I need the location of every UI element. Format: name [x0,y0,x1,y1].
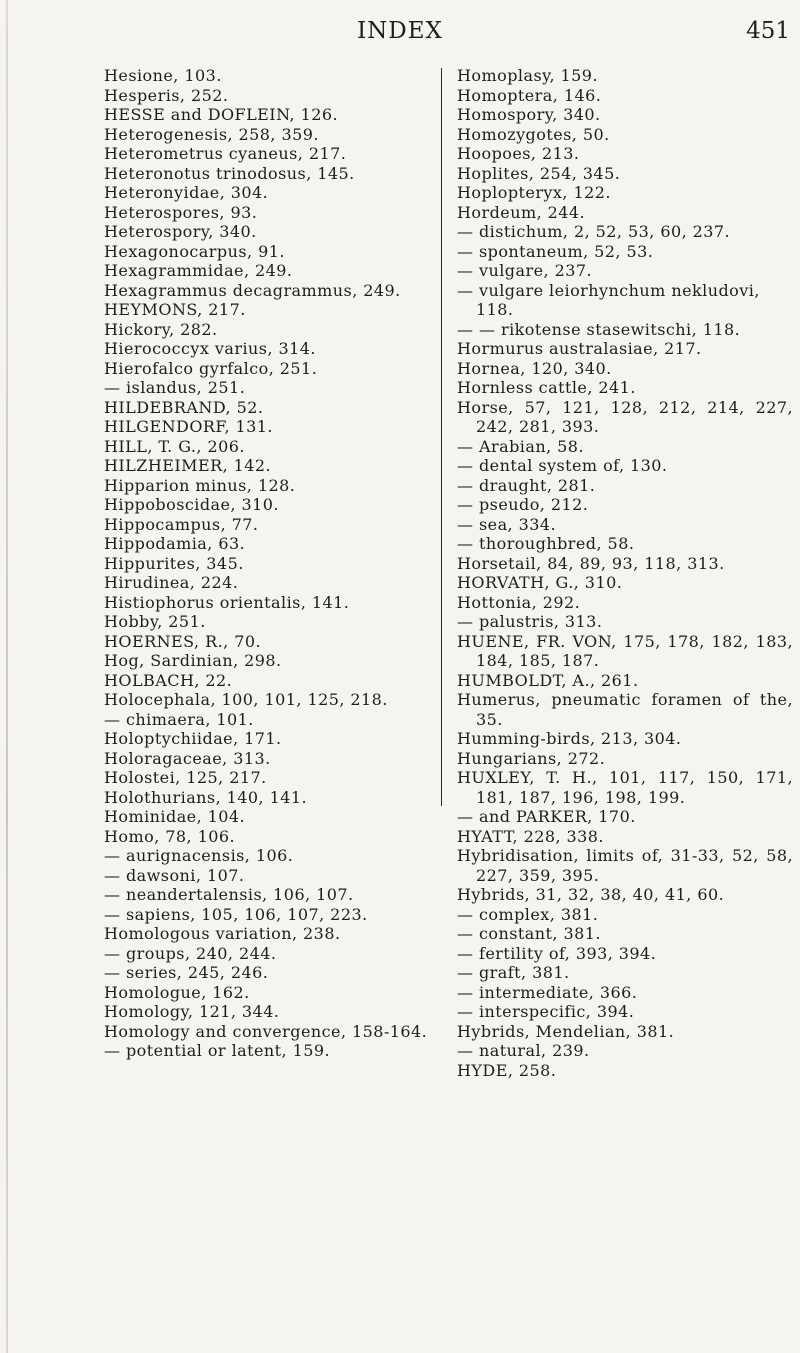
index-entry: HUXLEY, T. H., 101, 117, 150, 171, 181, 187, 196, 198, 199. [457,768,793,807]
index-entry: — draught, 281. [457,475,596,495]
index-column-right [457,66,793,1080]
index-entry: HUMBOLDT, A., 261. [457,670,639,690]
index-entry: Holoragaceae, 313. [104,748,271,768]
index-entry: — intermediate, 366. [457,982,638,1002]
index-entry: — distichum, 2, 52, 53, 60, 237. [457,222,731,241]
index-entry: HILZHEIMER, 142. [104,456,272,475]
index-entry: HOLBACH, 22. [104,670,233,690]
index-entry: Hierofalco gyrfalco, 251. [104,358,318,378]
index-entry: Hybrids, 31, 32, 38, 40, 41, 60. [457,885,725,904]
index-entry: — pseudo, 212. [457,495,589,514]
index-entry: Heterospores, 93. [104,202,258,222]
index-entry: Hierococcyx varius, 314. [104,339,316,358]
index-entry: HYATT, 228, 338. [457,826,604,846]
index-entry: Hornless cattle, 241. [457,378,636,397]
page-number: 451 [746,18,790,44]
index-entry: Homologous variation, 238. [104,924,341,943]
index-entry: Heteronyidae, 304. [104,183,269,202]
index-entry: Histiophorus orientalis, 141. [104,592,350,612]
index-entry: — interspecific, 394. [457,1002,635,1021]
index-entry: Homology, 121, 344. [104,1002,280,1021]
index-entry: — dawsoni, 107. [104,865,245,885]
index-entry: Homo, 78, 106. [104,826,236,846]
index-entry: Hungarians, 272. [457,748,606,768]
index-entry: HOERNES, R., 70. [104,631,261,651]
index-entry: Humerus, pneumatic foramen of the, 35. [457,690,793,729]
page-header [0,18,800,48]
index-entry: Hominidae, 104. [104,807,246,826]
index-entry: — islandus, 251. [104,378,246,397]
index-entry: Hybridisation, limits of, 31-33, 52, 58, 227, 359, 395. [457,846,793,885]
index-entry: — aurignacensis, 106. [104,846,294,865]
index-entry: Homospory, 340. [457,105,601,124]
index-entry: HILL, T. G., 206. [104,436,245,456]
index-entry: — vulgare leiorhynchum nekludovi, 118. [457,280,760,319]
index-entry: — spontaneum, 52, 53. [457,241,654,261]
index-entry: Hoplopteryx, 122. [457,183,611,202]
index-entry: Hoopoes, 213. [457,144,580,163]
index-entry: Hog, Sardinian, 298. [104,651,282,670]
index-entry: — sapiens, 105, 106, 107, 223. [104,904,368,924]
index-column-left [104,66,434,1061]
column-divider [441,68,442,806]
index-entry: Hesione, 103. [104,66,222,85]
index-entry: — dental system of, 130. [457,456,668,475]
index-entry: HEYMONS, 217. [104,300,246,319]
index-entry: Horsetail, 84, 89, 93, 118, 313. [457,553,725,573]
index-entry: HUENE, FR. VON, 175, 178, 182, 183, 184, 185, 187. [457,631,793,670]
index-entry: HYDE, 258. [457,1060,557,1080]
index-entry: Hordeum, 244. [457,202,586,222]
index-entry: Hirudinea, 224. [104,573,239,592]
page-edge [6,0,8,1353]
index-entry: — graft, 381. [457,963,570,982]
index-entry: Heteronotus trinodosus, 145. [104,163,355,183]
index-entry: — chimaera, 101. [104,709,254,729]
index-entry: — potential or latent, 159. [104,1041,331,1060]
index-entry: — neandertalensis, 106, 107. [104,885,354,904]
index-entry: Holocephala, 100, 101, 125, 218. [104,690,388,709]
index-entry: Hexagrammus decagrammus, 249. [104,280,401,300]
index-entry: Hottonia, 292. [457,592,581,612]
index-entry: Homologue, 162. [104,982,250,1002]
index-entry: Heterogenesis, 258, 359. [104,124,319,144]
index-entry: Hornea, 120, 340. [457,358,612,378]
index-entry: — fertility of, 393, 394. [457,943,657,963]
index-entry: Hexagrammidae, 249. [104,261,293,280]
index-entry: Humming-birds, 213, 304. [457,729,682,748]
index-entry: Hexagonocarpus, 91. [104,241,285,261]
index-entry: — natural, 239. [457,1041,590,1060]
index-entry: — vulgare, 237. [457,261,592,280]
index-entry: — palustris, 313. [457,612,603,631]
index-entry: Hesperis, 252. [104,85,229,105]
index-entry: Homoplasy, 159. [457,66,598,85]
index-entry: — constant, 381. [457,924,601,943]
index-entry: Hobby, 251. [104,612,206,631]
index-entry: Homoptera, 146. [457,85,602,105]
index-entry: — and PARKER, 170. [457,807,636,826]
index-entry: Hippurites, 345. [104,553,244,573]
index-entry: HILDEBRAND, 52. [104,397,264,417]
index-entry: Horse, 57, 121, 128, 212, 214, 227, 242, 281, 393. [457,397,793,436]
index-entry: — groups, 240, 244. [104,943,277,963]
index-entry: Holostei, 125, 217. [104,768,267,787]
index-entry: Hippocampus, 77. [104,514,259,534]
page-title: INDEX [357,18,443,44]
index-entry: HESSE and DOFLEIN, 126. [104,105,339,124]
index-entry: HORVATH, G., 310. [457,573,623,592]
index-entry: — sea, 334. [457,514,557,534]
index-entry: — Arabian, 58. [457,436,584,456]
index-entry: — series, 245, 246. [104,963,269,982]
index-entry: Hickory, 282. [104,319,218,339]
index-entry: Hoplites, 254, 345. [457,163,621,183]
index-entry: — complex, 381. [457,904,599,924]
index-entry: Hormurus australasiae, 217. [457,339,702,358]
index-entry: Hipparion minus, 128. [104,475,296,495]
index-entry: Holoptychiidae, 171. [104,729,282,748]
index-entry: Hippodamia, 63. [104,534,246,553]
index-entry: Heterometrus cyaneus, 217. [104,144,347,163]
index-entry: — — rikotense stasewitschi, 118. [457,319,741,339]
index-entry: Heterospory, 340. [104,222,257,241]
index-entry: Homology and convergence, 158-164. [104,1021,428,1041]
index-entry: Homozygotes, 50. [457,124,610,144]
index-entry: Hippoboscidae, 310. [104,495,279,514]
index-entry: Hybrids, Mendelian, 381. [457,1021,675,1041]
index-entry: — thoroughbred, 58. [457,534,635,553]
index-entry: HILGENDORF, 131. [104,417,273,436]
index-entry: Holothurians, 140, 141. [104,787,308,807]
